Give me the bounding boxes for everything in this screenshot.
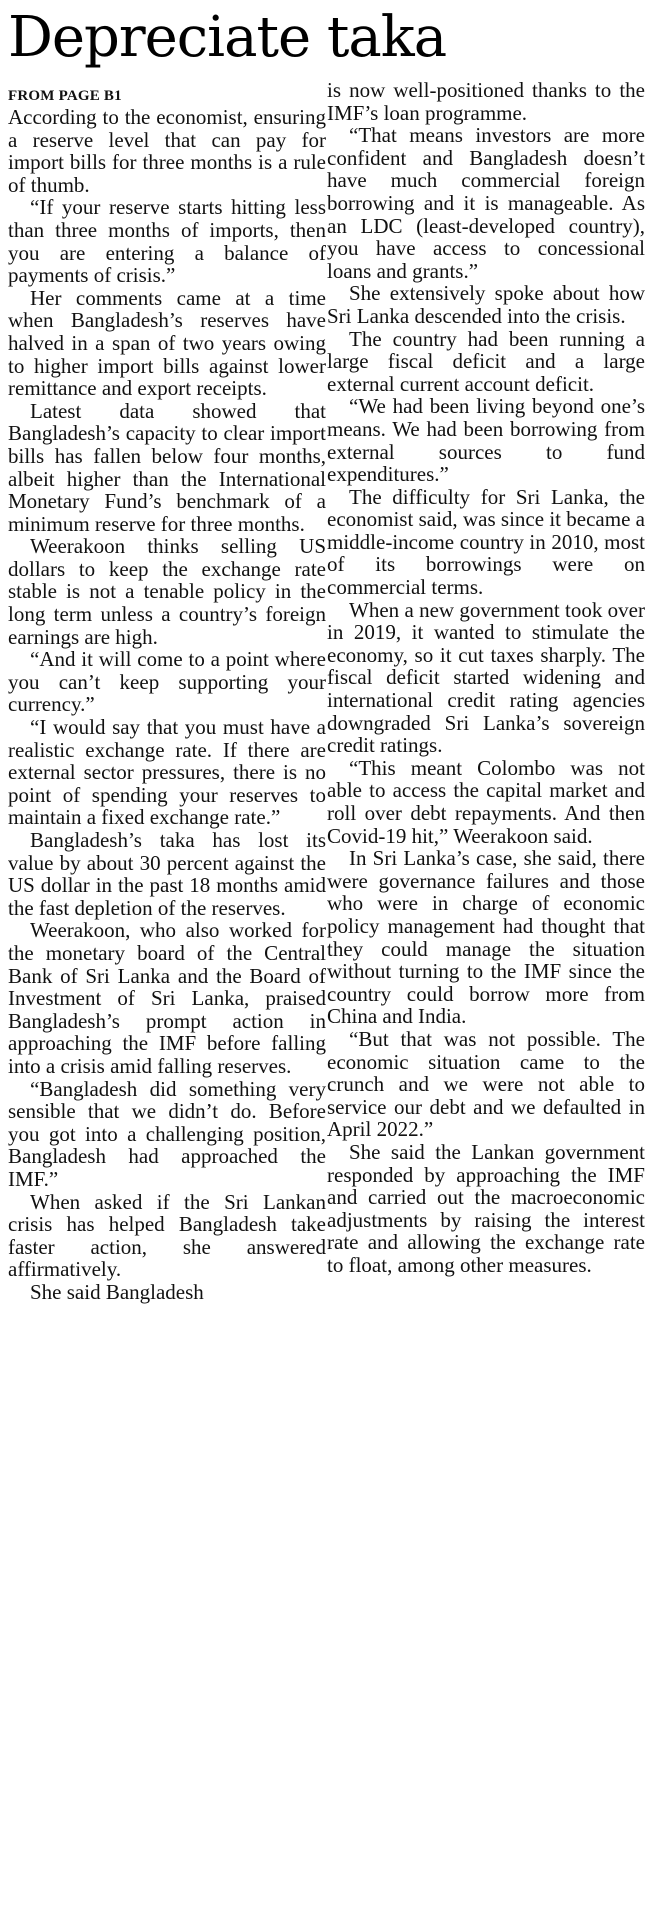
paragraph: Bangladesh’s taka has lost its value by about 30 percent against the US dollar in the past 18 months amid the fast depletion of the reserves. xyxy=(8,828,326,920)
paragraph: Weerakoon, who also worked for the monetary board of the Central Bank of Sri Lanka and the Board of Investment of Sri Lanka, praised Bangladesh’s prompt action in approaching the IMF before falling into a crisis amid falling reserves. xyxy=(8,918,326,1078)
paragraph: The difficulty for Sri Lanka, the economist said, was since it became a middle-income country in 2010, most of its borrowings were on commercial terms. xyxy=(327,484,645,600)
paragraph: “But that was not possible. The economic situation came to the crunch and we were not able to service our debt and we defaulted in April 2022.” xyxy=(327,1026,645,1142)
paragraph: “And it will come to a point where you can’t keep supporting your currency.” xyxy=(8,647,326,717)
paragraph: Her comments came at a time when Bangladesh’s reserves have halved in a span of two years owing to higher import bills against lower remittance and export receipts. xyxy=(8,285,326,401)
paragraph: In Sri Lanka’s case, she said, there were governance failures and those who were in charge of economic policy management had thought that they could manage the situation without turning to the IMF since the country could borrow more from China and India. xyxy=(327,846,645,1029)
paragraph: She said the Lankan government responded by approaching the IMF and carried out the macroeconomic adjustments by raising the interest rate and allowing the exchange rate to float, among other measures. xyxy=(327,1139,645,1277)
paragraph: According to the economist, ensuring a reserve level that can pay for import bills for three months is a rule of thumb. xyxy=(8,105,326,197)
paragraph: “This meant Colombo was not able to access the capital market and roll over debt repayments. And then Covid-19 hit,” Weerakoon said. xyxy=(327,755,645,848)
paragraph: “If your reserve starts hitting less than three months of imports, then you are entering a balance of payments of crisis.” xyxy=(8,195,326,288)
paragraph: She extensively spoke about how Sri Lanka descended into the crisis. xyxy=(327,281,645,328)
paragraph: “We had been living beyond one’s means. We had been borrowing from external sources to fund expenditures.” xyxy=(327,394,645,487)
paragraph: When a new government took over in 2019, it wanted to stimulate the economy, so it cut taxes sharply. The fiscal deficit started widening and international credit rating agencies downgraded Sri Lanka’s sovereign credit ratings. xyxy=(327,597,645,758)
paragraph: Latest data showed that Bangladesh’s capacity to clear import bills has fallen below four months, albeit higher than the International Monetary Fund’s benchmark of a minimum reserve for three months. xyxy=(8,398,326,536)
paragraph: “I would say that you must have a realistic exchange rate. If there are external sector pressures, there is no point of spending your reserves to maintain a fixed exchange rate.” xyxy=(8,715,326,830)
paragraph: When asked if the Sri Lankan crisis has helped Bangladesh take faster action, she answered affirmatively. xyxy=(8,1189,326,1282)
paragraph: “That means investors are more confident and Bangladesh doesn’t have much commercial foreign borrowing and it is manageable. As an LDC (least-developed country), you have access to concessional loans and grants.” xyxy=(327,123,645,283)
paragraph: is now well-positioned thanks to the IMF’s loan programme. xyxy=(327,78,645,125)
right-column xyxy=(327,79,645,1276)
headline: Depreciate taka xyxy=(8,5,447,70)
jump-line: FROM PAGE B1 xyxy=(8,88,122,104)
paragraph: The country had been running a large fiscal deficit and a large external current account deficit. xyxy=(327,326,645,396)
left-column xyxy=(8,86,326,1303)
paragraph: She said Bangladesh xyxy=(30,1279,204,1304)
paragraph: “Bangladesh did something very sensible that we didn’t do. Before you got into a challenging position, Bangladesh had approached the IMF.” xyxy=(8,1076,326,1191)
paragraph: Weerakoon thinks selling US dollars to keep the exchange rate stable is not a tenable policy in the long term unless a country’s foreign earnings are high. xyxy=(8,534,326,649)
